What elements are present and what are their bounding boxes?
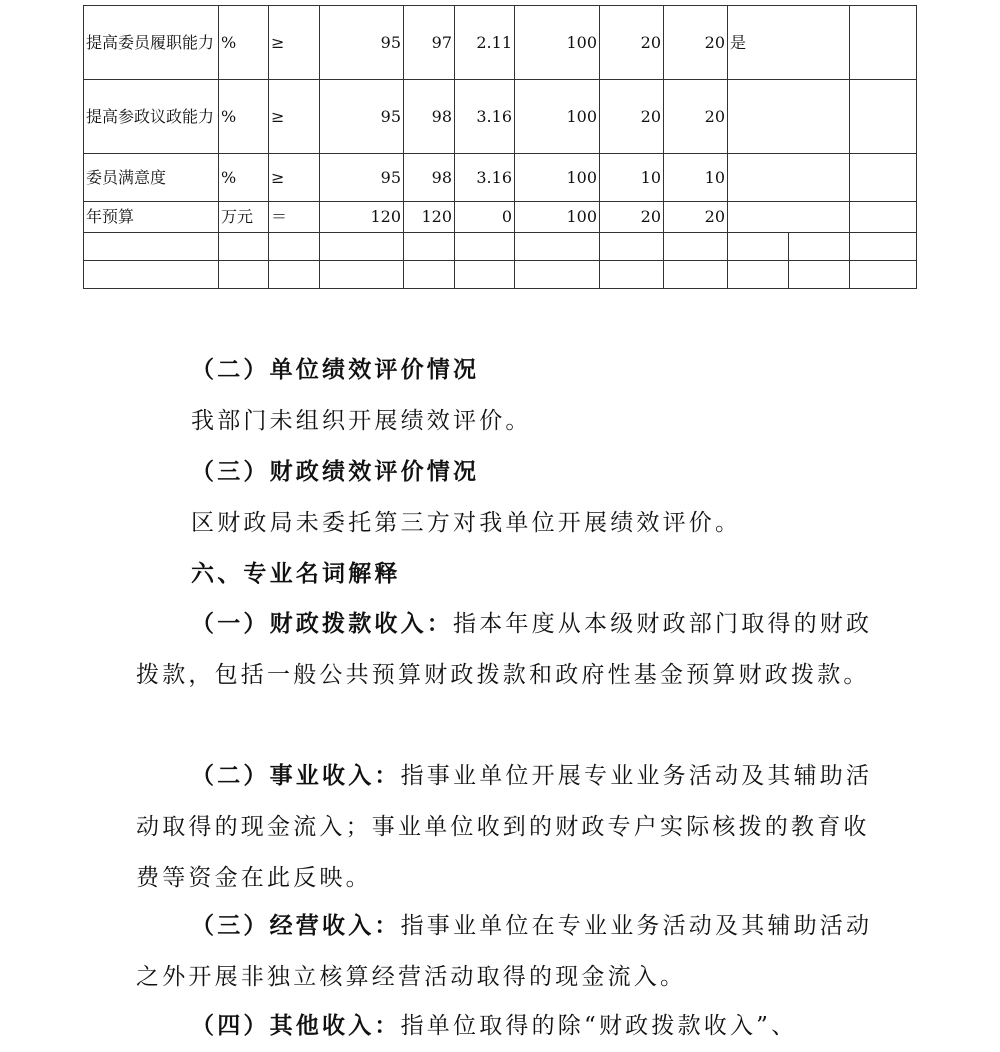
- value-cell: 95: [320, 154, 404, 202]
- value-cell: 20: [664, 6, 728, 80]
- empty-cell: [664, 233, 728, 261]
- note-cell: [728, 80, 850, 154]
- empty-cell: [664, 261, 728, 289]
- value-cell: 95: [320, 80, 404, 154]
- empty-cell: [850, 80, 917, 154]
- empty-cell: [728, 233, 789, 261]
- unit-cell: %: [219, 6, 269, 80]
- empty-cell: [850, 233, 917, 261]
- value-cell: 100: [515, 154, 600, 202]
- empty-cell: [455, 233, 515, 261]
- section-heading: 六、专业名词解释: [191, 561, 401, 587]
- note-cell: 是: [728, 6, 850, 80]
- value-cell: 20: [600, 6, 664, 80]
- empty-cell: [850, 261, 917, 289]
- empty-cell: [219, 261, 269, 289]
- term-definition: 指本年度从本级财政部门取得的财政拨款，包括一般公共预算财政拨款和政府性基金预算财政拨款。: [136, 611, 873, 688]
- unit-cell: %: [219, 80, 269, 154]
- value-cell: 100: [515, 6, 600, 80]
- value-cell: 95: [320, 6, 404, 80]
- performance-indicator-table: [83, 5, 917, 289]
- term-definition: 指事业单位开展专业业务活动及其辅助活动取得的现金流入；事业单位收到的财政专户实际核拨的教育收费等资金在此反映。: [136, 763, 873, 891]
- note-cell: [728, 202, 850, 233]
- indicator-name: 提高委员履职能力: [84, 6, 219, 80]
- term-definition: 指事业单位在专业业务活动及其辅助活动之外开展非独立核算经营活动取得的现金流入。: [136, 913, 873, 990]
- value-cell: 98: [404, 80, 455, 154]
- section-heading: （二）单位绩效评价情况: [191, 357, 480, 383]
- value-cell: 100: [515, 202, 600, 233]
- table-row: [84, 233, 917, 261]
- section-heading: （三）财政绩效评价情况: [191, 459, 480, 485]
- note-cell: [728, 154, 850, 202]
- value-cell: 20: [664, 80, 728, 154]
- operator-cell: ≥: [269, 154, 320, 202]
- value-cell: 100: [515, 80, 600, 154]
- value-cell: 3.16: [455, 154, 515, 202]
- unit-cell: %: [219, 154, 269, 202]
- term-paragraph: [136, 598, 876, 701]
- empty-cell: [84, 261, 219, 289]
- table-row: [84, 6, 917, 80]
- value-cell: 20: [600, 80, 664, 154]
- empty-cell: [404, 261, 455, 289]
- value-cell: 2.11: [455, 6, 515, 80]
- empty-cell: [320, 233, 404, 261]
- empty-cell: [219, 233, 269, 261]
- term-paragraph: [136, 1000, 876, 1052]
- table-row: [84, 154, 917, 202]
- empty-cell: [850, 6, 917, 80]
- empty-cell: [515, 233, 600, 261]
- empty-cell: [404, 233, 455, 261]
- value-cell: 10: [664, 154, 728, 202]
- empty-cell: [600, 261, 664, 289]
- empty-cell: [789, 261, 850, 289]
- value-cell: 97: [404, 6, 455, 80]
- operator-cell: ≥: [269, 6, 320, 80]
- table-row: [84, 261, 917, 289]
- term-paragraph: [136, 900, 876, 1003]
- value-cell: 10: [600, 154, 664, 202]
- table-row: [84, 202, 917, 233]
- unit-cell: 万元: [219, 202, 269, 233]
- empty-cell: [84, 233, 219, 261]
- section-body: 我部门未组织开展绩效评价。: [191, 408, 532, 434]
- empty-cell: [515, 261, 600, 289]
- term-definition: 指单位取得的除“财政拨款收入”、: [400, 1013, 798, 1039]
- term-label: （四）其他收入：: [191, 1012, 401, 1039]
- empty-cell: [789, 233, 850, 261]
- operator-cell: ≥: [269, 80, 320, 154]
- operator-cell: ＝: [269, 202, 320, 233]
- empty-cell: [320, 261, 404, 289]
- empty-cell: [269, 233, 320, 261]
- empty-cell: [728, 261, 789, 289]
- term-label: （一）财政拨款收入：: [191, 610, 453, 637]
- section-body: 区财政局未委托第三方对我单位开展绩效评价。: [191, 510, 742, 536]
- empty-cell: [455, 261, 515, 289]
- value-cell: 120: [404, 202, 455, 233]
- indicator-name: 年预算: [84, 202, 219, 233]
- term-paragraph: [136, 750, 876, 904]
- value-cell: 98: [404, 154, 455, 202]
- indicator-name: 委员满意度: [84, 154, 219, 202]
- indicator-name: 提高参政议政能力: [84, 80, 219, 154]
- value-cell: 20: [664, 202, 728, 233]
- value-cell: 20: [600, 202, 664, 233]
- table-row: [84, 80, 917, 154]
- empty-cell: [600, 233, 664, 261]
- value-cell: 120: [320, 202, 404, 233]
- value-cell: 3.16: [455, 80, 515, 154]
- empty-cell: [269, 261, 320, 289]
- empty-cell: [850, 154, 917, 202]
- empty-cell: [850, 202, 917, 233]
- term-label: （二）事业收入：: [191, 762, 401, 789]
- term-label: （三）经营收入：: [191, 912, 401, 939]
- value-cell: 0: [455, 202, 515, 233]
